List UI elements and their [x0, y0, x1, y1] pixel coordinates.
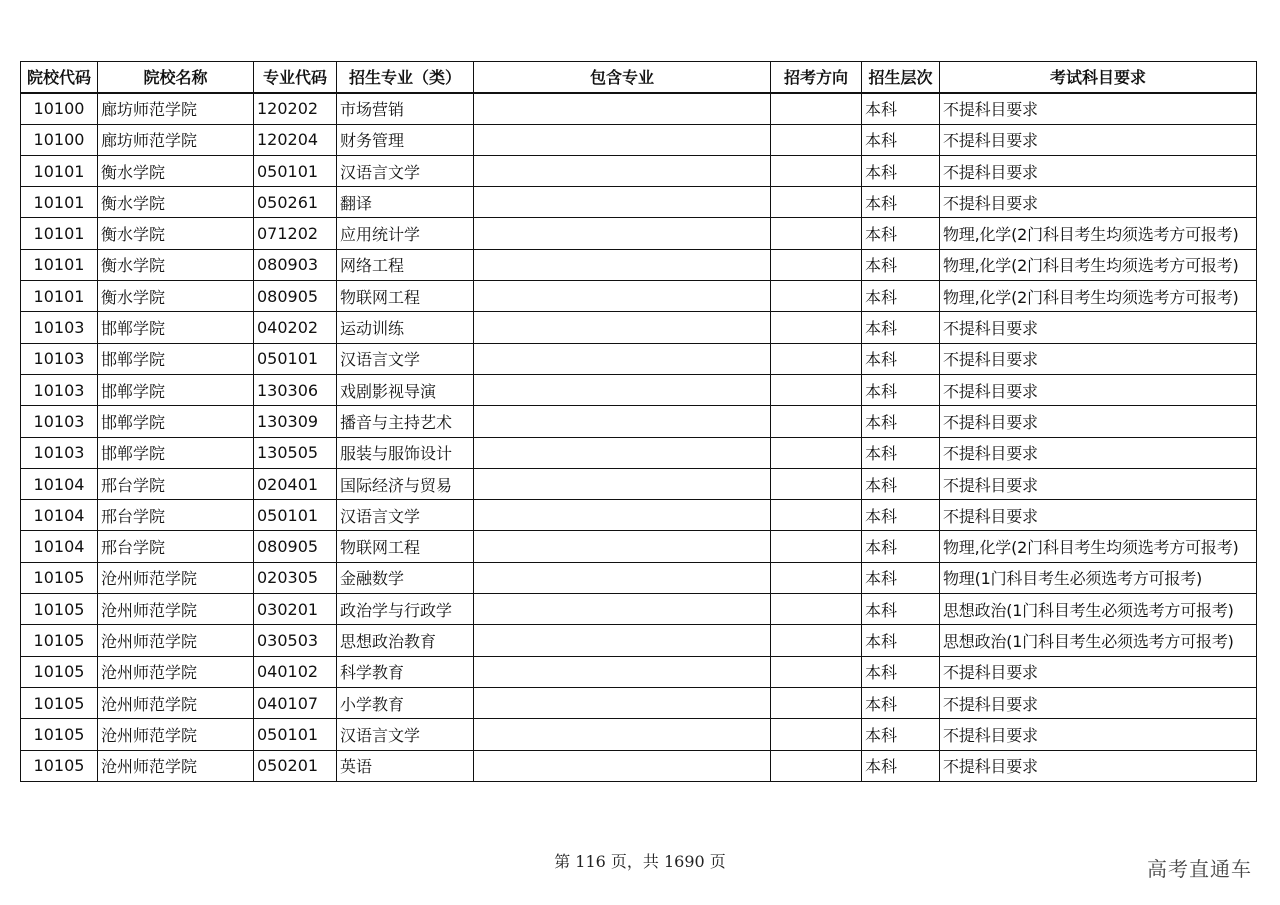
cell-exam-direction	[771, 218, 862, 249]
cell-enrollment-level: 本科	[862, 343, 940, 374]
table-row	[21, 93, 1257, 124]
cell-enrollment-level: 本科	[862, 719, 940, 750]
cell-major-category: 运动训练	[337, 312, 474, 343]
table-row	[21, 687, 1257, 718]
cell-school-code: 10103	[21, 437, 98, 468]
table-row	[21, 719, 1257, 750]
cell-included-majors	[474, 281, 771, 312]
header-school-code: 院校代码	[21, 62, 98, 93]
cell-enrollment-level: 本科	[862, 406, 940, 437]
cell-major-code: 050101	[254, 343, 337, 374]
cell-school-name: 沧州师范学院	[98, 719, 254, 750]
cell-school-name: 邯郸学院	[98, 312, 254, 343]
cell-included-majors	[474, 625, 771, 656]
cell-subject-requirements: 物理,化学(2门科目考生均须选考方可报考)	[940, 531, 1257, 562]
cell-major-category: 英语	[337, 750, 474, 781]
cell-school-name: 沧州师范学院	[98, 562, 254, 593]
cell-school-code: 10100	[21, 124, 98, 155]
cell-included-majors	[474, 468, 771, 499]
table-row	[21, 750, 1257, 781]
cell-school-name: 邢台学院	[98, 468, 254, 499]
cell-subject-requirements: 不提科目要求	[940, 687, 1257, 718]
header-row	[21, 62, 1257, 93]
cell-school-code: 10101	[21, 155, 98, 186]
cell-major-category: 服装与服饰设计	[337, 437, 474, 468]
cell-school-name: 邯郸学院	[98, 437, 254, 468]
cell-enrollment-level: 本科	[862, 249, 940, 280]
cell-included-majors	[474, 343, 771, 374]
cell-exam-direction	[771, 155, 862, 186]
table-row	[21, 531, 1257, 562]
cell-subject-requirements: 物理(1门科目考生必须选考方可报考)	[940, 562, 1257, 593]
cell-school-name: 邯郸学院	[98, 406, 254, 437]
cell-school-name: 沧州师范学院	[98, 656, 254, 687]
cell-exam-direction	[771, 437, 862, 468]
cell-included-majors	[474, 687, 771, 718]
cell-enrollment-level: 本科	[862, 218, 940, 249]
cell-exam-direction	[771, 500, 862, 531]
cell-major-category: 汉语言文学	[337, 500, 474, 531]
cell-major-code: 120204	[254, 124, 337, 155]
cell-enrollment-level: 本科	[862, 281, 940, 312]
cell-subject-requirements: 不提科目要求	[940, 750, 1257, 781]
cell-major-category: 汉语言文学	[337, 343, 474, 374]
cell-school-code: 10105	[21, 625, 98, 656]
cell-school-code: 10104	[21, 531, 98, 562]
cell-major-code: 040102	[254, 656, 337, 687]
cell-major-code: 050101	[254, 155, 337, 186]
cell-school-code: 10103	[21, 343, 98, 374]
table-row	[21, 562, 1257, 593]
cell-included-majors	[474, 656, 771, 687]
cell-subject-requirements: 物理,化学(2门科目考生均须选考方可报考)	[940, 218, 1257, 249]
cell-school-code: 10104	[21, 468, 98, 499]
table-row	[21, 656, 1257, 687]
cell-school-code: 10105	[21, 750, 98, 781]
cell-included-majors	[474, 187, 771, 218]
cell-subject-requirements: 不提科目要求	[940, 155, 1257, 186]
cell-subject-requirements: 不提科目要求	[940, 343, 1257, 374]
cell-included-majors	[474, 93, 771, 124]
cell-school-code: 10101	[21, 187, 98, 218]
page-number: 第 116 页，共 1690 页	[554, 852, 726, 871]
cell-school-code: 10101	[21, 218, 98, 249]
cell-subject-requirements: 不提科目要求	[940, 93, 1257, 124]
cell-major-code: 040202	[254, 312, 337, 343]
cell-major-category: 戏剧影视导演	[337, 374, 474, 405]
cell-included-majors	[474, 218, 771, 249]
cell-subject-requirements: 不提科目要求	[940, 437, 1257, 468]
cell-included-majors	[474, 155, 771, 186]
cell-subject-requirements: 不提科目要求	[940, 312, 1257, 343]
watermark-logo: 高考直通车	[1147, 857, 1252, 881]
header-included-majors: 包含专业	[474, 62, 771, 93]
cell-included-majors	[474, 249, 771, 280]
cell-school-code: 10100	[21, 93, 98, 124]
cell-subject-requirements: 不提科目要求	[940, 656, 1257, 687]
cell-included-majors	[474, 562, 771, 593]
cell-major-category: 金融数学	[337, 562, 474, 593]
cell-major-code: 130309	[254, 406, 337, 437]
cell-major-code: 080903	[254, 249, 337, 280]
cell-subject-requirements: 物理,化学(2门科目考生均须选考方可报考)	[940, 249, 1257, 280]
cell-exam-direction	[771, 124, 862, 155]
cell-school-name: 沧州师范学院	[98, 750, 254, 781]
cell-enrollment-level: 本科	[862, 500, 940, 531]
cell-school-code: 10105	[21, 687, 98, 718]
cell-school-name: 衡水学院	[98, 218, 254, 249]
cell-school-code: 10105	[21, 719, 98, 750]
cell-school-name: 廊坊师范学院	[98, 124, 254, 155]
cell-included-majors	[474, 374, 771, 405]
cell-major-code: 130505	[254, 437, 337, 468]
cell-school-name: 衡水学院	[98, 281, 254, 312]
cell-enrollment-level: 本科	[862, 625, 940, 656]
cell-included-majors	[474, 531, 771, 562]
cell-major-code: 030201	[254, 594, 337, 625]
cell-major-code: 050101	[254, 500, 337, 531]
cell-school-code: 10101	[21, 281, 98, 312]
cell-major-code: 120202	[254, 93, 337, 124]
table-row	[21, 155, 1257, 186]
header-major-code: 专业代码	[254, 62, 337, 93]
cell-enrollment-level: 本科	[862, 374, 940, 405]
cell-enrollment-level: 本科	[862, 656, 940, 687]
cell-enrollment-level: 本科	[862, 562, 940, 593]
cell-major-category: 小学教育	[337, 687, 474, 718]
cell-included-majors	[474, 750, 771, 781]
cell-enrollment-level: 本科	[862, 93, 940, 124]
cell-included-majors	[474, 124, 771, 155]
cell-subject-requirements: 思想政治(1门科目考生必须选考方可报考)	[940, 594, 1257, 625]
table-row	[21, 343, 1257, 374]
cell-exam-direction	[771, 249, 862, 280]
cell-exam-direction	[771, 374, 862, 405]
cell-subject-requirements: 物理,化学(2门科目考生均须选考方可报考)	[940, 281, 1257, 312]
cell-school-code: 10103	[21, 406, 98, 437]
cell-major-code: 080905	[254, 531, 337, 562]
cell-major-code: 050261	[254, 187, 337, 218]
cell-subject-requirements: 不提科目要求	[940, 468, 1257, 499]
table-row	[21, 374, 1257, 405]
cell-exam-direction	[771, 687, 862, 718]
cell-school-name: 邢台学院	[98, 500, 254, 531]
cell-enrollment-level: 本科	[862, 531, 940, 562]
cell-enrollment-level: 本科	[862, 750, 940, 781]
cell-major-category: 汉语言文学	[337, 719, 474, 750]
cell-included-majors	[474, 406, 771, 437]
cell-major-category: 政治学与行政学	[337, 594, 474, 625]
cell-exam-direction	[771, 562, 862, 593]
cell-exam-direction	[771, 594, 862, 625]
cell-school-name: 邯郸学院	[98, 374, 254, 405]
cell-major-code: 050101	[254, 719, 337, 750]
cell-exam-direction	[771, 312, 862, 343]
cell-major-category: 国际经济与贸易	[337, 468, 474, 499]
table-row	[21, 500, 1257, 531]
cell-major-category: 播音与主持艺术	[337, 406, 474, 437]
cell-included-majors	[474, 594, 771, 625]
cell-enrollment-level: 本科	[862, 594, 940, 625]
cell-included-majors	[474, 312, 771, 343]
cell-exam-direction	[771, 750, 862, 781]
cell-major-category: 物联网工程	[337, 281, 474, 312]
table-row	[21, 625, 1257, 656]
cell-included-majors	[474, 719, 771, 750]
cell-school-code: 10103	[21, 374, 98, 405]
cell-exam-direction	[771, 93, 862, 124]
cell-major-code: 130306	[254, 374, 337, 405]
table-body	[21, 93, 1257, 782]
cell-included-majors	[474, 500, 771, 531]
cell-major-category: 翻译	[337, 187, 474, 218]
table-row	[21, 281, 1257, 312]
cell-exam-direction	[771, 719, 862, 750]
cell-school-code: 10105	[21, 562, 98, 593]
admissions-table	[20, 61, 1257, 782]
table-row	[21, 124, 1257, 155]
table-row	[21, 312, 1257, 343]
cell-school-name: 衡水学院	[98, 155, 254, 186]
cell-exam-direction	[771, 656, 862, 687]
cell-enrollment-level: 本科	[862, 437, 940, 468]
header-enrollment-level: 招生层次	[862, 62, 940, 93]
cell-school-code: 10101	[21, 249, 98, 280]
cell-exam-direction	[771, 468, 862, 499]
cell-school-name: 邢台学院	[98, 531, 254, 562]
cell-major-code: 030503	[254, 625, 337, 656]
cell-school-name: 衡水学院	[98, 249, 254, 280]
cell-exam-direction	[771, 343, 862, 374]
cell-school-code: 10105	[21, 656, 98, 687]
cell-enrollment-level: 本科	[862, 687, 940, 718]
cell-exam-direction	[771, 187, 862, 218]
cell-major-category: 汉语言文学	[337, 155, 474, 186]
table-row	[21, 594, 1257, 625]
cell-school-name: 廊坊师范学院	[98, 93, 254, 124]
cell-major-category: 网络工程	[337, 249, 474, 280]
cell-major-category: 科学教育	[337, 656, 474, 687]
cell-major-code: 071202	[254, 218, 337, 249]
cell-subject-requirements: 不提科目要求	[940, 374, 1257, 405]
header-exam-direction: 招考方向	[771, 62, 862, 93]
cell-school-name: 衡水学院	[98, 187, 254, 218]
cell-major-code: 020401	[254, 468, 337, 499]
cell-enrollment-level: 本科	[862, 124, 940, 155]
cell-subject-requirements: 思想政治(1门科目考生必须选考方可报考)	[940, 625, 1257, 656]
cell-enrollment-level: 本科	[862, 312, 940, 343]
cell-major-code: 020305	[254, 562, 337, 593]
cell-school-name: 沧州师范学院	[98, 687, 254, 718]
table-row	[21, 468, 1257, 499]
cell-exam-direction	[771, 406, 862, 437]
cell-major-code: 040107	[254, 687, 337, 718]
cell-major-code: 080905	[254, 281, 337, 312]
cell-included-majors	[474, 437, 771, 468]
cell-enrollment-level: 本科	[862, 468, 940, 499]
cell-enrollment-level: 本科	[862, 155, 940, 186]
table-row	[21, 437, 1257, 468]
cell-major-code: 050201	[254, 750, 337, 781]
cell-exam-direction	[771, 531, 862, 562]
cell-school-code: 10105	[21, 594, 98, 625]
cell-subject-requirements: 不提科目要求	[940, 124, 1257, 155]
cell-major-category: 应用统计学	[337, 218, 474, 249]
header-subject-requirements: 考试科目要求	[940, 62, 1257, 93]
cell-major-category: 市场营销	[337, 93, 474, 124]
cell-major-category: 物联网工程	[337, 531, 474, 562]
header-major-category: 招生专业（类）	[337, 62, 474, 93]
table-row	[21, 406, 1257, 437]
cell-school-code: 10104	[21, 500, 98, 531]
cell-school-name: 邯郸学院	[98, 343, 254, 374]
cell-exam-direction	[771, 625, 862, 656]
table-row	[21, 218, 1257, 249]
cell-subject-requirements: 不提科目要求	[940, 187, 1257, 218]
cell-exam-direction	[771, 281, 862, 312]
cell-enrollment-level: 本科	[862, 187, 940, 218]
table-row	[21, 249, 1257, 280]
cell-major-category: 财务管理	[337, 124, 474, 155]
cell-subject-requirements: 不提科目要求	[940, 719, 1257, 750]
table-row	[21, 187, 1257, 218]
header-school-name: 院校名称	[98, 62, 254, 93]
cell-school-name: 沧州师范学院	[98, 594, 254, 625]
cell-major-category: 思想政治教育	[337, 625, 474, 656]
cell-school-code: 10103	[21, 312, 98, 343]
cell-subject-requirements: 不提科目要求	[940, 406, 1257, 437]
cell-subject-requirements: 不提科目要求	[940, 500, 1257, 531]
cell-school-name: 沧州师范学院	[98, 625, 254, 656]
